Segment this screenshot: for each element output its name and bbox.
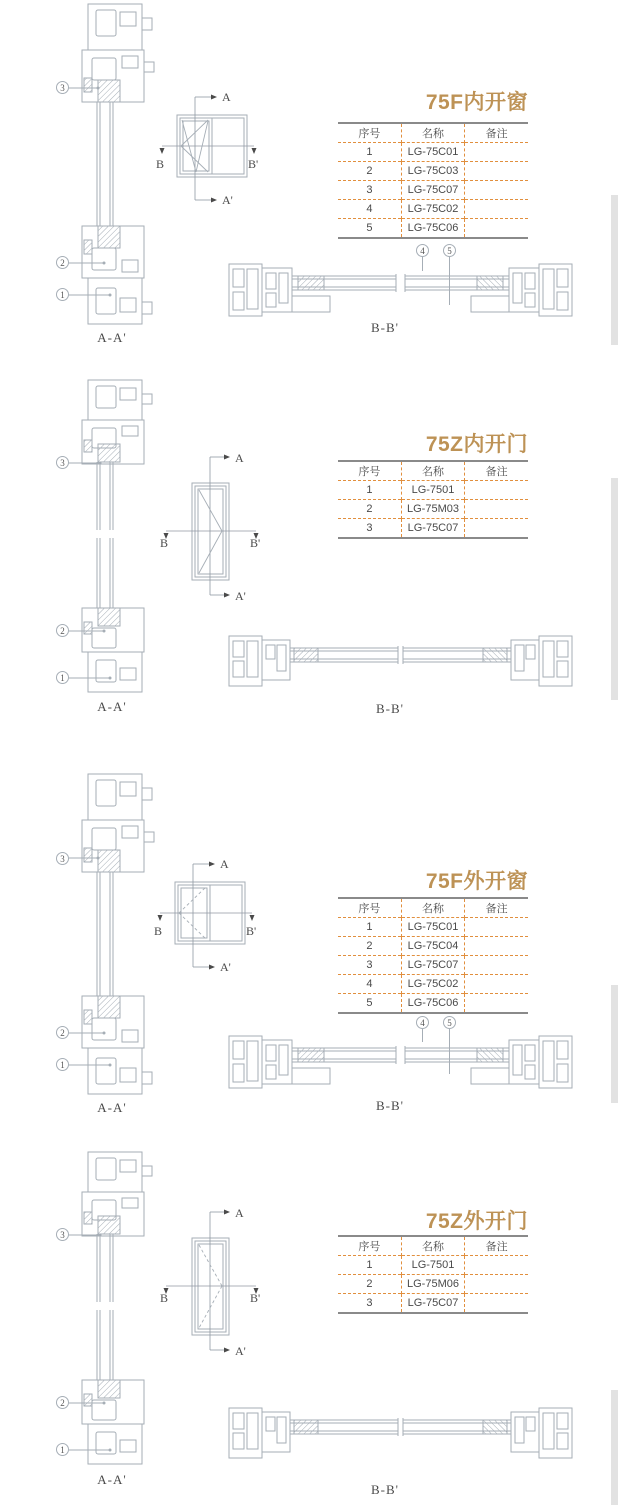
col-header-no: 序号 [338,123,401,143]
table-cell: 1 [338,481,401,500]
table-cell: 4 [338,200,401,219]
table-cell: LG-75C01 [401,918,464,937]
opening-symbol-inward [199,490,222,573]
callout-1 [56,671,69,684]
horizontal-section-bb-drawing [228,1028,573,1096]
table-row [338,1294,528,1314]
table-header-row [338,123,528,143]
table-cell: 3 [338,1294,401,1314]
callout-5 [443,1016,456,1029]
table-row [338,143,528,162]
table-cell: LG-75M06 [401,1275,464,1294]
table-cell: LG-75C02 [401,975,464,994]
view-label-a-prime: A' [220,960,231,974]
table-cell [465,994,528,1014]
col-header-name: 名称 [401,123,464,143]
section-title: 75Z外开门 [425,1210,528,1233]
table-cell [465,1294,528,1314]
section-75z-inward-door [0,375,618,770]
callout-number: 1 [60,672,65,683]
table-cell [465,975,528,994]
page-edge-artifact [611,195,618,345]
table-header-row [338,1236,528,1256]
callout-2 [56,256,69,269]
table-cell: LG-75C06 [401,994,464,1014]
view-label-a: A [235,451,244,465]
elevation-diagram [152,1198,272,1368]
table-cell: 5 [338,219,401,239]
opening-symbol-outward [199,1245,222,1328]
view-label-a: A [222,90,231,104]
page-edge-artifact [611,1390,618,1505]
table-cell: 2 [338,500,401,519]
label-section-aa: A-A' [97,1100,127,1115]
callout-3 [56,81,69,94]
table-cell: 1 [338,1256,401,1275]
callout-2 [56,1396,69,1409]
parts-table [338,897,528,1014]
callout-1 [56,1058,69,1071]
table-cell: LG-75C07 [401,956,464,975]
table-cell [465,162,528,181]
table-cell: LG-7501 [401,481,464,500]
callout-3 [56,852,69,865]
horizontal-section-bb-drawing [228,630,573,692]
label-section-aa: A-A' [97,1472,127,1487]
callout-number: 2 [60,257,65,268]
table-row [338,519,528,539]
table-cell [465,143,528,162]
horizontal-section-bb-drawing [228,256,573,324]
callout-1 [56,288,69,301]
table-cell: 5 [338,994,401,1014]
table-cell: LG-75C02 [401,200,464,219]
table-cell: 3 [338,956,401,975]
label-section-bb: B-B' [370,320,399,335]
table-cell [465,1256,528,1275]
table-row [338,956,528,975]
table-cell: 2 [338,162,401,181]
col-header-no: 序号 [338,461,401,481]
table-row [338,1275,528,1294]
table-row [338,500,528,519]
callout-number: 1 [60,1059,65,1070]
section-75f-outward-window [0,770,618,1140]
table-cell: LG-75C04 [401,937,464,956]
label-section-bb: B-B' [370,1482,399,1497]
view-label-a: A [235,1206,244,1220]
table-cell: 2 [338,1275,401,1294]
page-edge-artifact [611,985,618,1103]
callout-number: 1 [60,289,65,300]
view-label-b: B [154,924,163,938]
elevation-diagram [148,855,273,985]
callout-2 [56,1026,69,1039]
table-row [338,994,528,1014]
table-cell: 3 [338,181,401,200]
elevation-diagram [152,443,272,613]
callout-number: 2 [60,1027,65,1038]
table-cell [465,500,528,519]
callout-number: 3 [60,1229,65,1240]
section-title: 75Z内开门 [425,433,528,456]
view-label-b-prime: B' [250,1291,261,1305]
view-label-b: B [156,157,165,171]
table-cell: LG-75C07 [401,181,464,200]
callout-number: 3 [60,457,65,468]
table-cell: LG-75C01 [401,143,464,162]
table-row [338,200,528,219]
callout-number: 2 [60,625,65,636]
view-label-b-prime: B' [250,536,261,550]
table-row [338,219,528,239]
callout-leader [422,1029,423,1042]
view-label-a: A [220,857,229,871]
table-row [338,481,528,500]
col-header-note: 备注 [485,466,508,478]
callout-number: 3 [60,853,65,864]
table-cell [465,219,528,239]
parts-table [338,122,528,239]
label-section-bb: B-B' [375,701,404,716]
view-label-a-prime: A' [235,589,246,603]
callout-3 [56,456,69,469]
view-label-a-prime: A' [222,193,233,207]
parts-table [338,460,528,539]
table-cell [465,918,528,937]
table-cell [465,200,528,219]
callout-1 [56,1443,69,1456]
col-header-no: 序号 [338,898,401,918]
section-75f-inward-window [0,0,618,375]
section-75z-outward-door [0,1140,618,1505]
table-cell: LG-75C07 [401,519,464,539]
table-cell: LG-75C06 [401,219,464,239]
parts-table [338,1235,528,1314]
table-cell: LG-75M03 [401,500,464,519]
table-cell [465,1275,528,1294]
table-header-row [338,898,528,918]
table-header-row [338,461,528,481]
table-cell: LG-75C03 [401,162,464,181]
label-section-aa: A-A' [97,330,127,345]
callout-number: 4 [420,245,425,256]
callout-4 [416,244,429,257]
callout-4 [416,1016,429,1029]
table-row [338,181,528,200]
callout-5 [443,244,456,257]
col-header-note: 备注 [485,903,508,915]
table-cell: 2 [338,937,401,956]
col-header-note: 备注 [485,1241,508,1253]
table-cell: LG-75C07 [401,1294,464,1314]
col-header-name: 名称 [401,898,464,918]
view-label-b-prime: B' [248,157,259,171]
table-cell [465,956,528,975]
callout-2 [56,624,69,637]
view-label-b: B [160,1291,169,1305]
section-title: 75F外开窗 [425,870,528,893]
callout-number: 5 [447,1017,452,1028]
callout-leader [449,257,450,305]
table-row [338,1256,528,1275]
table-cell [465,481,528,500]
callout-number: 2 [60,1397,65,1408]
callout-3 [56,1228,69,1241]
table-cell: 4 [338,975,401,994]
col-header-note: 备注 [485,128,508,140]
col-header-name: 名称 [401,1236,464,1256]
label-section-bb: B-B' [375,1098,404,1113]
section-title: 75F内开窗 [425,91,528,114]
table-cell: 1 [338,918,401,937]
table-row [338,937,528,956]
table-row [338,918,528,937]
callout-number: 3 [60,82,65,93]
col-header-no: 序号 [338,1236,401,1256]
callout-leader [422,257,423,271]
page-edge-artifact [611,478,618,700]
table-cell [465,937,528,956]
table-cell [465,519,528,539]
table-cell: LG-7501 [401,1256,464,1275]
callout-number: 5 [447,245,452,256]
label-section-aa: A-A' [97,699,127,714]
callout-number: 1 [60,1444,65,1455]
table-cell: 3 [338,519,401,539]
callout-leader [449,1029,450,1074]
col-header-name: 名称 [401,461,464,481]
horizontal-section-bb-drawing [228,1402,573,1464]
view-label-b-prime: B' [246,924,257,938]
elevation-diagram [150,88,275,218]
callout-number: 4 [420,1017,425,1028]
table-row [338,975,528,994]
table-row [338,162,528,181]
table-cell: 1 [338,143,401,162]
table-cell [465,181,528,200]
view-label-b: B [160,536,169,550]
view-label-a-prime: A' [235,1344,246,1358]
